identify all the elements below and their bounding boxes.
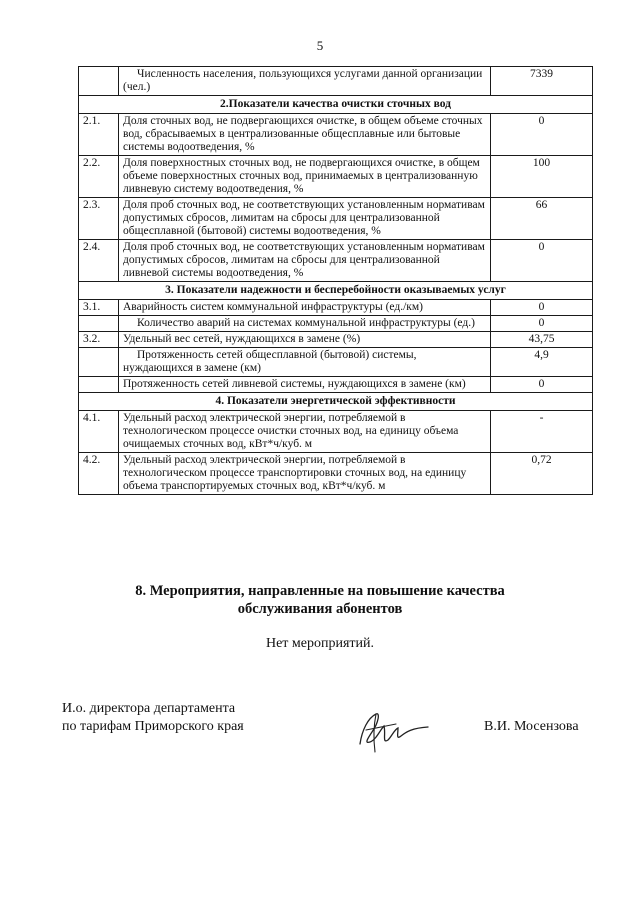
row-number: 4.1.	[79, 411, 119, 453]
table-row	[79, 348, 593, 377]
indicator-name: Количество аварий на системах коммунальной инфраструктуры (ед.)	[119, 316, 491, 332]
section-title: 2.Показатели качества очистки сточных вод	[79, 96, 593, 114]
indicator-value: 0	[491, 377, 593, 393]
table-row	[79, 300, 593, 316]
table-section-header	[79, 282, 593, 300]
indicator-value: 0	[491, 300, 593, 316]
indicator-name: Доля сточных вод, не подвергающихся очистке, в общем объеме сточных вод, сбрасываемых в централизованные общесплавные или бытовые системы водоотведения, %	[119, 114, 491, 156]
indicator-name: Удельный расход электрической энергии, потребляемой в технологическом процессе очистки сточных вод, на единицу объема очищаемых сточных вод, кВт*ч/куб. м	[119, 411, 491, 453]
indicator-name: Протяженность сетей ливневой системы, нуждающихся в замене (км)	[119, 377, 491, 393]
indicator-value: 7339	[491, 67, 593, 96]
table-section-header	[79, 96, 593, 114]
table-row	[79, 114, 593, 156]
indicator-value: 100	[491, 156, 593, 198]
row-number: 3.1.	[79, 300, 119, 316]
indicator-name: Численность населения, пользующихся услугами данной организации (чел.)	[119, 67, 491, 96]
row-number: 3.2.	[79, 332, 119, 348]
table-row	[79, 67, 593, 96]
indicator-value: 66	[491, 198, 593, 240]
row-number	[79, 348, 119, 377]
handwritten-signature	[346, 700, 436, 760]
row-number: 4.2.	[79, 453, 119, 495]
table-row	[79, 198, 593, 240]
row-number	[79, 316, 119, 332]
row-number	[79, 377, 119, 393]
row-number: 2.1.	[79, 114, 119, 156]
section-title: 4. Показатели энергетической эффективности	[79, 393, 593, 411]
indicator-value: 0	[491, 114, 593, 156]
position-line2: по тарифам Приморского края	[62, 719, 244, 734]
section-8-heading	[60, 582, 580, 618]
table-row	[79, 332, 593, 348]
indicator-name: Доля поверхностных сточных вод, не подвергающихся очистке, в общем объеме поверхностных сточных вод, принимаемых в централизованную ливневую систему водоотведения, %	[119, 156, 491, 198]
section-8-heading-line2: обслуживания абонентов	[237, 601, 403, 617]
section-8-heading-line1: 8. Мероприятия, направленные на повышение качества	[135, 583, 505, 599]
row-number: 2.3.	[79, 198, 119, 240]
signatory-name: В.И. Мосензова	[484, 719, 579, 734]
indicator-value: 4,9	[491, 348, 593, 377]
table-row	[79, 377, 593, 393]
indicator-name: Протяженность сетей общесплавной (бытовой) системы, нуждающихся в замене (км)	[119, 348, 491, 377]
page-number: 5	[316, 38, 324, 53]
indicators-table-body	[79, 67, 593, 495]
section-title: 3. Показатели надежности и бесперебойности оказываемых услуг	[79, 282, 593, 300]
row-number	[79, 67, 119, 96]
indicator-name: Доля проб сточных вод, не соответствующих установленным нормативам допустимых сбросов, лимитам на сбросы для централизованной общесплавной (бытовой) системы водоотведения, %	[119, 198, 491, 240]
table-row	[79, 156, 593, 198]
indicators-table	[78, 66, 593, 495]
indicator-name: Доля проб сточных вод, не соответствующих установленным нормативам допустимых сбросов, лимитам на сбросы для централизованной ливневой системы водоотведения, %	[119, 240, 491, 282]
indicator-value: 0,72	[491, 453, 593, 495]
table-row	[79, 453, 593, 495]
indicator-name: Удельный расход электрической энергии, потребляемой в технологическом процессе транспортировки сточных вод, на единицу объема транспортируемых сточных вод, кВт*ч/куб. м	[119, 453, 491, 495]
position-line1: И.о. директора департамента	[62, 701, 236, 716]
table-row	[79, 240, 593, 282]
indicator-name: Удельный вес сетей, нуждающихся в замене (%)	[119, 332, 491, 348]
row-number: 2.4.	[79, 240, 119, 282]
indicator-value: 0	[491, 240, 593, 282]
indicator-value: -	[491, 411, 593, 453]
row-number: 2.2.	[79, 156, 119, 198]
signatory-position	[62, 700, 244, 736]
table-row	[79, 316, 593, 332]
indicator-value: 43,75	[491, 332, 593, 348]
table-section-header	[79, 393, 593, 411]
indicator-name: Аварийность систем коммунальной инфраструктуры (ед./км)	[119, 300, 491, 316]
no-measures-text: Нет мероприятий.	[265, 636, 375, 651]
indicator-value: 0	[491, 316, 593, 332]
table-row	[79, 411, 593, 453]
